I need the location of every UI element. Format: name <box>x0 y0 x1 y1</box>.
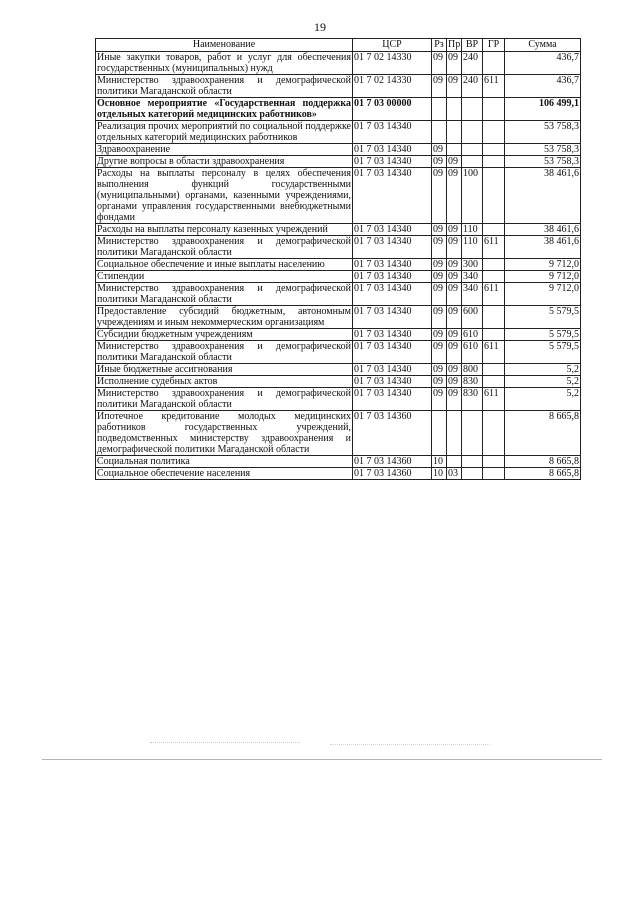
cell-csr: 01 7 03 14340 <box>353 306 432 329</box>
cell-csr: 01 7 03 14340 <box>353 236 432 259</box>
table-row <box>96 456 581 468</box>
cell-name: Социальное обеспечение и иные выплаты населению <box>96 259 353 271</box>
cell-pr: 03 <box>447 468 462 480</box>
cell-rz: 09 <box>432 259 447 271</box>
cell-name: Основное мероприятие «Государственная поддержка отдельных категорий медицинских работников» <box>97 98 351 120</box>
cell-rz: 09 <box>432 236 447 259</box>
header-csr: ЦСР <box>353 39 432 52</box>
cell-gr <box>483 306 505 329</box>
cell-vr: 300 <box>462 259 483 271</box>
cell-sum: 38 461,6 <box>505 168 581 224</box>
cell-rz: 10 <box>432 468 447 480</box>
cell-csr: 01 7 02 14330 <box>353 75 432 98</box>
scan-artifact-line <box>330 744 490 745</box>
cell-rz: 09 <box>432 156 447 168</box>
cell-gr <box>483 456 505 468</box>
cell-vr <box>462 456 483 468</box>
cell-pr: 09 <box>447 156 462 168</box>
cell-name: Министерство здравоохранения и демографической политики Магаданской области <box>97 283 351 305</box>
cell-name: Иные бюджетные ассигнования <box>96 364 353 376</box>
cell-csr: 01 7 03 14340 <box>353 388 432 411</box>
cell-csr: 01 7 03 14340 <box>353 341 432 364</box>
cell-rz <box>432 98 447 121</box>
cell-vr: 240 <box>462 52 483 75</box>
cell-gr <box>483 168 505 224</box>
cell-gr <box>483 259 505 271</box>
cell-pr: 09 <box>447 388 462 411</box>
cell-csr: 01 7 03 14360 <box>353 456 432 468</box>
cell-sum: 436,7 <box>505 52 581 75</box>
cell-pr: 09 <box>447 52 462 75</box>
cell-csr: 01 7 03 14360 <box>353 411 432 456</box>
cell-rz: 09 <box>432 329 447 341</box>
cell-pr <box>447 144 462 156</box>
header-vr: ВР <box>462 39 483 52</box>
table-row <box>96 468 581 480</box>
cell-sum: 5 579,5 <box>505 329 581 341</box>
cell-gr <box>483 224 505 236</box>
cell-rz: 09 <box>432 52 447 75</box>
cell-name: Субсидии бюджетным учреждениям <box>96 329 353 341</box>
cell-sum: 53 758,3 <box>505 144 581 156</box>
cell-csr: 01 7 02 14330 <box>353 52 432 75</box>
cell-name: Расходы на выплаты персоналу казенных учреждений <box>96 224 353 236</box>
cell-pr: 09 <box>447 341 462 364</box>
cell-pr <box>447 411 462 456</box>
cell-name: Иные закупки товаров, работ и услуг для обеспечения государственных (муниципальных) нужд <box>97 52 351 74</box>
table-row <box>96 341 581 364</box>
cell-sum: 8 665,8 <box>505 468 581 480</box>
cell-gr <box>483 121 505 144</box>
cell-vr <box>462 411 483 456</box>
cell-sum: 106 499,1 <box>505 98 581 121</box>
cell-csr: 01 7 03 14340 <box>353 364 432 376</box>
cell-vr: 340 <box>462 271 483 283</box>
cell-pr: 09 <box>447 224 462 236</box>
table-row <box>96 224 581 236</box>
cell-pr: 09 <box>447 259 462 271</box>
table-row <box>96 236 581 259</box>
budget-table <box>95 38 581 480</box>
cell-sum: 436,7 <box>505 75 581 98</box>
cell-csr: 01 7 03 14340 <box>353 259 432 271</box>
table-row <box>96 259 581 271</box>
cell-name: Другие вопросы в области здравоохранения <box>96 156 353 168</box>
table-row <box>96 306 581 329</box>
cell-rz: 09 <box>432 271 447 283</box>
cell-gr <box>483 468 505 480</box>
cell-sum: 38 461,6 <box>505 236 581 259</box>
cell-rz: 09 <box>432 306 447 329</box>
cell-sum: 9 712,0 <box>505 283 581 306</box>
header-rz: Рз <box>432 39 447 52</box>
table-row <box>96 121 581 144</box>
cell-pr: 09 <box>447 236 462 259</box>
table-row <box>96 388 581 411</box>
cell-csr: 01 7 03 14340 <box>353 376 432 388</box>
cell-gr: 611 <box>483 388 505 411</box>
cell-sum: 5,2 <box>505 376 581 388</box>
cell-name: Министерство здравоохранения и демографической политики Магаданской области <box>97 388 351 410</box>
cell-vr: 600 <box>462 306 483 329</box>
cell-rz <box>432 411 447 456</box>
cell-name: Предоставление субсидий бюджетным, автономным учреждениям и иным некоммерческим организациям <box>97 306 351 328</box>
cell-csr: 01 7 03 14340 <box>353 121 432 144</box>
cell-name: Министерство здравоохранения и демографической политики Магаданской области <box>97 341 351 363</box>
cell-sum: 53 758,3 <box>505 121 581 144</box>
cell-sum: 8 665,8 <box>505 411 581 456</box>
table-row <box>96 52 581 75</box>
cell-name: Реализация прочих мероприятий по социальной поддержке отдельных категорий медицинских работников <box>97 121 351 143</box>
cell-rz: 09 <box>432 224 447 236</box>
cell-vr: 110 <box>462 236 483 259</box>
table-body <box>96 52 581 480</box>
cell-name: Исполнение судебных актов <box>96 376 353 388</box>
cell-vr <box>462 468 483 480</box>
cell-gr: 611 <box>483 283 505 306</box>
cell-csr: 01 7 03 14340 <box>353 156 432 168</box>
header-gr: ГР <box>483 39 505 52</box>
cell-vr: 340 <box>462 283 483 306</box>
cell-gr <box>483 156 505 168</box>
cell-gr <box>483 52 505 75</box>
cell-vr <box>462 144 483 156</box>
cell-pr <box>447 98 462 121</box>
cell-rz: 09 <box>432 376 447 388</box>
header-sum: Сумма <box>505 39 581 52</box>
cell-name: Министерство здравоохранения и демографической политики Магаданской области <box>97 75 351 97</box>
cell-name: Ипотечное кредитование молодых медицинских работников государственных учреждений, подведомственных министерству здравоохранения и демографической политики Магаданской области <box>97 411 351 455</box>
cell-rz: 09 <box>432 75 447 98</box>
cell-gr <box>483 271 505 283</box>
cell-name: Социальное обеспечение населения <box>96 468 353 480</box>
cell-name: Здравоохранение <box>96 144 353 156</box>
table-row <box>96 329 581 341</box>
cell-vr: 100 <box>462 168 483 224</box>
cell-pr: 09 <box>447 271 462 283</box>
cell-rz <box>432 121 447 144</box>
cell-rz: 09 <box>432 341 447 364</box>
cell-vr <box>462 121 483 144</box>
cell-rz: 09 <box>432 364 447 376</box>
cell-rz: 09 <box>432 283 447 306</box>
cell-csr: 01 7 03 14340 <box>353 329 432 341</box>
cell-pr: 09 <box>447 329 462 341</box>
header-pr: Пр <box>448 39 461 50</box>
table-row <box>96 271 581 283</box>
scan-artifact-rule <box>42 759 602 760</box>
cell-vr: 830 <box>462 388 483 411</box>
table-row <box>96 75 581 98</box>
table-row <box>96 144 581 156</box>
table-row <box>96 98 581 121</box>
header-row <box>96 39 581 52</box>
cell-gr <box>483 376 505 388</box>
cell-csr: 01 7 03 14340 <box>353 271 432 283</box>
table-row <box>96 411 581 456</box>
cell-rz: 10 <box>432 456 447 468</box>
cell-gr: 611 <box>483 75 505 98</box>
cell-vr: 830 <box>462 376 483 388</box>
cell-sum: 5 579,5 <box>505 341 581 364</box>
cell-vr: 610 <box>462 329 483 341</box>
cell-gr <box>483 411 505 456</box>
cell-name: Социальная политика <box>96 456 353 468</box>
cell-vr: 800 <box>462 364 483 376</box>
cell-pr: 09 <box>447 283 462 306</box>
cell-vr: 610 <box>462 341 483 364</box>
cell-csr: 01 7 03 14340 <box>353 224 432 236</box>
cell-name: Расходы на выплаты персоналу в целях обеспечения выполнения функций государственными (муниципальными) органами, казенными учреждениями, органами управления государственными внебюджетными фондами <box>97 168 351 223</box>
table-row <box>96 376 581 388</box>
cell-pr: 09 <box>447 364 462 376</box>
page-number: 19 <box>314 20 326 34</box>
cell-vr <box>462 98 483 121</box>
cell-pr: 09 <box>447 376 462 388</box>
cell-sum: 5,2 <box>505 364 581 376</box>
cell-csr: 01 7 03 00000 <box>353 98 432 121</box>
header-name: Наименование <box>96 39 353 52</box>
cell-csr: 01 7 03 14340 <box>353 168 432 224</box>
cell-gr: 611 <box>483 341 505 364</box>
cell-vr <box>462 156 483 168</box>
table-row <box>96 283 581 306</box>
cell-pr: 09 <box>447 306 462 329</box>
cell-csr: 01 7 03 14340 <box>353 144 432 156</box>
cell-gr <box>483 329 505 341</box>
cell-gr <box>483 144 505 156</box>
table-row <box>96 156 581 168</box>
cell-sum: 38 461,6 <box>505 224 581 236</box>
table-row <box>96 364 581 376</box>
cell-pr: 09 <box>447 75 462 98</box>
cell-pr <box>447 121 462 144</box>
cell-name: Министерство здравоохранения и демографической политики Магаданской области <box>97 236 351 258</box>
cell-sum: 9 712,0 <box>505 271 581 283</box>
cell-sum: 53 758,3 <box>505 156 581 168</box>
cell-vr: 110 <box>462 224 483 236</box>
cell-sum: 8 665,8 <box>505 456 581 468</box>
cell-vr: 240 <box>462 75 483 98</box>
table-row <box>96 168 581 224</box>
cell-gr <box>483 364 505 376</box>
cell-sum: 5,2 <box>505 388 581 411</box>
cell-rz: 09 <box>432 168 447 224</box>
cell-rz: 09 <box>432 144 447 156</box>
scan-artifact-line <box>150 742 300 743</box>
cell-sum: 5 579,5 <box>505 306 581 329</box>
cell-gr: 611 <box>483 236 505 259</box>
cell-name: Стипендии <box>96 271 353 283</box>
cell-rz: 09 <box>432 388 447 411</box>
cell-pr: 09 <box>447 168 462 224</box>
cell-sum: 9 712,0 <box>505 259 581 271</box>
cell-csr: 01 7 03 14360 <box>353 468 432 480</box>
cell-pr <box>447 456 462 468</box>
cell-csr: 01 7 03 14340 <box>353 283 432 306</box>
cell-gr <box>483 98 505 121</box>
